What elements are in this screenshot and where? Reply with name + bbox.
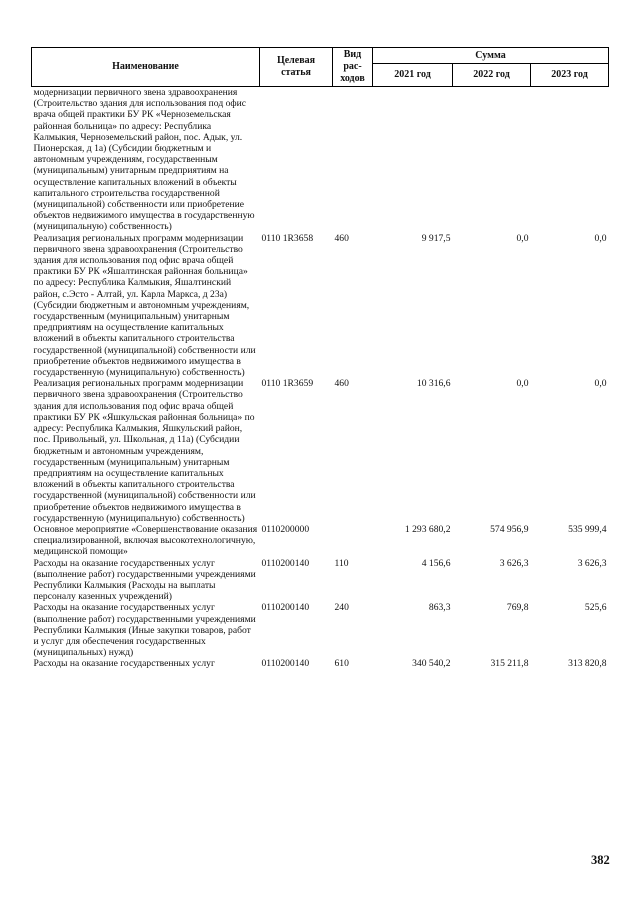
table-row [32,658,609,669]
row-2021: 863,3 [428,602,451,614]
row-type [333,524,373,558]
row-2021: 10 316,6 [416,378,451,390]
table-header [32,48,609,87]
row-2022: 3 626,3 [499,557,529,569]
header-2022: 2022 год [453,64,531,87]
row-2022: 574 956,9 [490,523,529,535]
row-2023 [531,87,609,233]
header-target: Целевая статья [260,48,333,87]
row-code: 0110200140 [261,602,310,614]
row-2023: 525,6 [584,602,607,614]
row-2023: 3 626,3 [577,557,607,569]
row-2023: 0,0 [594,378,607,390]
row-2021: 4 156,6 [421,557,451,569]
row-2022: 769,8 [506,602,529,614]
table-row [32,524,609,558]
table-body [32,87,609,670]
table-row [32,233,609,379]
row-name: Реализация региональных программ модернизации первичного звена здравоохранения (Строительство здания для использования под офис врача общей практики БУ РК «Яшкульская районная больница» по адресу: Республика Калмыкия, Яшкульский район, пос. Привольный, ул. Школьная, д 11а) (Субсидии бюджетным и автономным учреждениям, государственным (муниципальным) унитарным предприятиям на осуществление капитальных вложений в объекты капитального строительства государственной (муниципальной) собственности или приобретение объектов недвижимого имущества в государственную (муниципальную) собственность) [33,378,256,524]
row-2022: 0,0 [516,378,529,390]
header-name: Наименование [32,48,260,87]
row-2023: 313 820,8 [568,658,607,670]
budget-table [31,47,609,670]
row-name: Расходы на оказание государственных услуг [33,658,215,670]
header-2023: 2023 год [531,64,609,87]
page-number: 382 [591,853,610,867]
table-row [32,87,609,233]
table-row [32,558,609,603]
row-2023: 0,0 [594,232,607,244]
row-2021: 9 917,5 [421,232,451,244]
row-type: 460 [334,378,349,390]
row-type: 240 [334,602,349,614]
table-row [32,378,609,524]
row-2023: 535 999,4 [568,523,607,535]
row-2021: 340 540,2 [412,658,451,670]
row-name: Реализация региональных программ модернизации первичного звена здравоохранения (Строительство здания для использования под офис врача общей практики БУ РК «Яшалтинская районная больница» по адресу: Республика Калмыкия, Яшалтинский район, с.Эсто - Алтай, ул. Карла Маркса, д 23а) (Субсидии бюджетным и автономным учреждениям, государственным (муниципальным) унитарным предприятиям на осуществление капитальных вложений в объекты капитального строительства государственной (муниципальной) собственности или приобретение объектов недвижимого имущества в государственную (муниципальную) собственность) [33,232,256,379]
header-sum: Сумма [373,48,609,64]
row-name: Основное мероприятие «Совершенствование оказания специализированной, включая высокотехнологичную, медицинской помощи» [33,523,258,558]
row-type: 610 [334,658,349,670]
row-2022: 0,0 [516,232,529,244]
row-2021 [373,87,453,233]
row-type: 110 [334,557,349,569]
header-type: Вид рас-ходов [333,48,373,87]
row-name: модернизации первичного звена здравоохранения (Строительство здания для использования под офис врача общей практики БУ РК «Черноземельская районная больница» по адресу: Республика Калмыкия, Черноземельский район, пос. Адык, ул. Пионерская, д 1а) (Субсидии бюджетным и автономным учреждениям, государственным (муниципальным) унитарным предприятиям на осуществление капитальных вложений в объекты капитального строительства государственной (муниципальной) собственности или приобретение объектов недвижимого имущества в государственную (муниципальную) собственность) [33,87,255,233]
row-2021: 1 293 680,2 [404,523,451,535]
row-2022: 315 211,8 [490,658,529,670]
row-type [333,87,373,233]
row-name: Расходы на оказание государственных услуг (выполнение работ) государственными учреждениями Республики Калмыкия (Расходы на выплаты персоналу казенных учреждений) [33,557,256,603]
row-name: Расходы на оказание государственных услуг (выполнение работ) государственными учреждениями Республики Калмыкия (Иные закупки товаров, работ и услуг для обеспечения государственных (муниципальных) нужд) [33,602,256,659]
row-2022 [453,87,531,233]
row-code: 0110200000 [261,523,310,535]
row-code: 0110 1R3658 [261,232,314,244]
table-row [32,602,609,658]
row-code: 0110200140 [261,557,310,569]
row-type: 460 [334,232,349,244]
row-code [260,87,333,233]
header-2021: 2021 год [373,64,453,87]
row-code: 0110 1R3659 [261,378,314,390]
row-code: 0110200140 [261,658,310,670]
